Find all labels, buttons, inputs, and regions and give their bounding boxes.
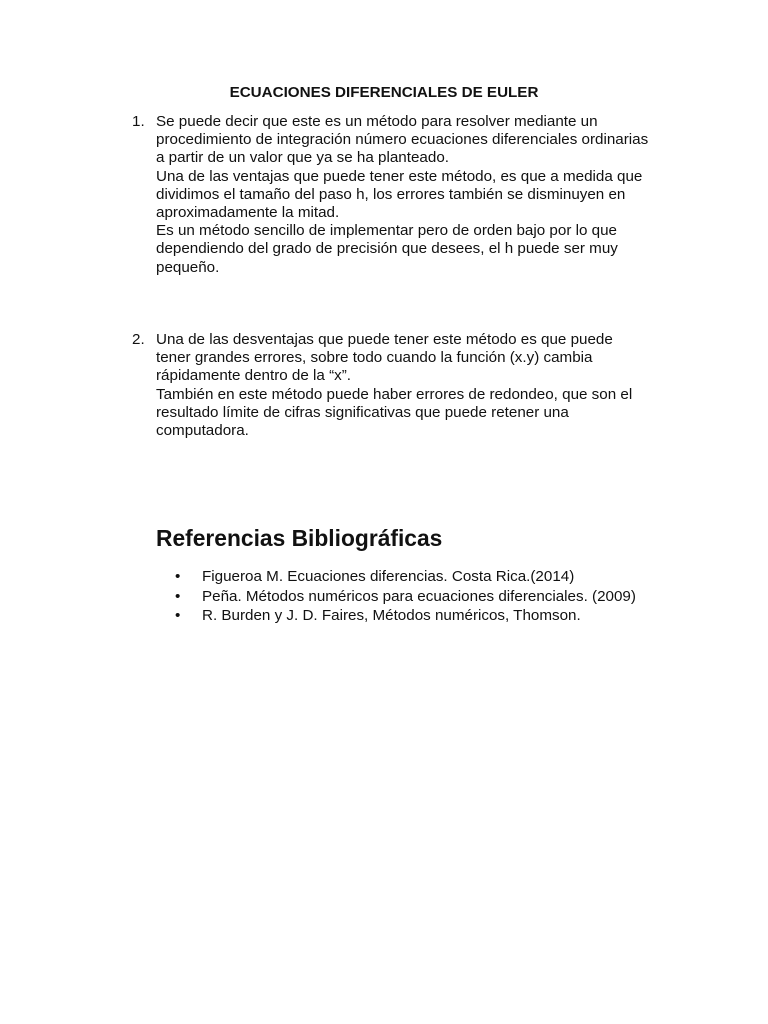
numbered-item-1 xyxy=(132,113,692,277)
numbered-item-2 xyxy=(132,331,692,440)
item-paragraph: Se puede decir que este es un método para resolver mediante un procedimiento de integración número ecuaciones diferenciales ordinarias a partir de un valor que ya se ha planteado. Una de las ventajas que puede tener este método, es que a medida que dividimos el tamaño del paso h, los errores también se disminuyen en aproximadamente la mitad. Es un método sencillo de implementar pero de orden bajo por lo que dependiendo del grado de precisión que desees, el h puede ser muy pequeño. xyxy=(156,113,649,276)
reference-text: R. Burden y J. D. Faires, Métodos numéricos, Thomson. xyxy=(202,607,581,624)
references-list xyxy=(175,567,636,626)
bullet-icon: • xyxy=(175,607,181,624)
item-paragraph: Una de las desventajas que puede tener este método es que puede tener grandes errores, sobre todo cuando la función (x.y) cambia rápidamente dentro de la “x”. También en este método puede haber errores de redondeo, que son el resultado límite de cifras significativas que puede retener una computadora. xyxy=(156,331,633,440)
reference-item xyxy=(175,567,636,587)
item-number: 2. xyxy=(132,331,145,348)
reference-item xyxy=(175,587,636,607)
bullet-icon: • xyxy=(175,568,181,585)
reference-text: Figueroa M. Ecuaciones diferencias. Costa Rica.(2014) xyxy=(202,568,575,585)
item-number: 1. xyxy=(132,113,145,130)
document-title: ECUACIONES DIFERENCIALES DE EULER xyxy=(229,84,539,101)
bullet-icon: • xyxy=(175,587,181,605)
reference-item xyxy=(175,606,636,626)
reference-text: Peña. Métodos numéricos para ecuaciones diferenciales. (2009) xyxy=(202,587,636,605)
references-heading: Referencias Bibliográficas xyxy=(156,525,443,551)
